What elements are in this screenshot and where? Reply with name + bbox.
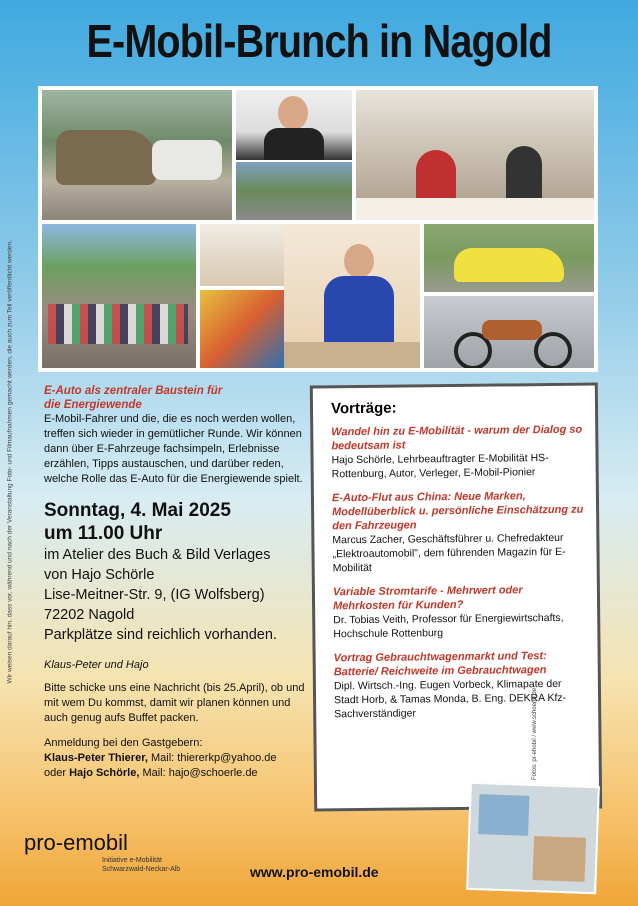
intro-text: E-Mobil-Fahrer und die, die es noch werden wollen, treffen sich wieder in gemütlicher Runde. Wir können dann über E-Fahrzeuge fachsimpeln, Erlebnisse erzählen, Tipps austauschen, und darüber reden, welche Rolle das E-Auto für die Energiewende spielt. xyxy=(44,413,303,485)
photo-paintings xyxy=(200,290,284,368)
intro-heading: E-Auto als zentraler Baustein für die Energiewende xyxy=(44,385,223,411)
photo-yellow-car xyxy=(424,224,594,292)
photo-disclaimer: Wir weisen darauf hin, dass vor, während und nach der Veranstaltung Foto- und Filmaufnahmen gemacht werden, die auch zum Teil veröffentlicht werden. xyxy=(6,240,14,684)
talk-item: Wandel hin zu E-Mobilität - warum der Dialog so bedeutsam ist Hajo Schörle, Lehrbeauftragter E-Mobilität HS-Rottenburg, Autor, Verleger, E-Mobil-Pionier xyxy=(331,423,583,481)
photo-credit: Fotos: pr-ehobil / www.schoerle.de xyxy=(531,687,538,780)
photo-brunch-room xyxy=(356,90,594,220)
hosts-signature: Klaus-Peter und Hajo xyxy=(44,659,149,671)
website-link[interactable]: www.pro-emobil.de xyxy=(250,864,379,880)
talks-panel xyxy=(310,383,602,812)
event-venue: im Atelier des Buch & Bild Verlages von Hajo Schörle Lise-Meitner-Str. 9, (IG Wolfsberg) 72202 Nagold Parkplätze sind reichlich vorhanden. xyxy=(44,547,277,643)
talk-item: Vortrag Gebrauchtwagenmarkt und Test: Batterie/ Reichweite im Gebrauchtwagen Dipl. Wirtsch.-Ing. Eugen Vorbeck, Klimapate der Stadt Horb, & Tamas Monda, B. Eng. DEKRA Kfz-Sachverständiger xyxy=(333,650,567,721)
poster-title: E-Mobil-Brunch in Nagold xyxy=(86,15,552,67)
photo-parking xyxy=(236,162,352,220)
photo-speaker-young xyxy=(236,90,352,160)
talk-item: E-Auto-Flut aus China: Neue Marken, Modellüberblick u. persönliche Einschätzung zu den Fahrzeugen Marcus Zacher, Geschäftsführer u. Chefredakteur „Elektroautomobil", dem führenden Magazin für E-Mobilität xyxy=(331,490,584,575)
registration: Anmeldung bei den Gastgebern: Klaus-Peter Thierer, Mail: thiererkp@yahoo.de oder Hajo Schörle, Mail: hajo@schoerle.de xyxy=(44,736,314,781)
photo-motorbike xyxy=(424,296,594,368)
photo-event-thumb xyxy=(466,782,600,894)
left-column xyxy=(44,384,314,781)
pro-emobil-logo: pro-emobil Initiative e-Mobilität Schwarzwald-Neckar-Alb xyxy=(24,830,181,873)
contact-1: Klaus-Peter Thierer, Mail: thiererkp@yahoo.de xyxy=(44,752,277,764)
photo-vintage-cars xyxy=(42,90,232,220)
photo-collage xyxy=(38,86,598,372)
photo-speaker-hajo xyxy=(284,224,420,368)
talk-item: Variable Stromtarife - Mehrwert oder Mehrkosten für Kunden? Dr. Tobias Veith, Professor für Energiewirtschafts, Hochschule Rottenburg xyxy=(332,584,564,641)
contact-2: oder Hajo Schörle, Mail: hajo@schoerle.de xyxy=(44,767,258,779)
photo-atelier xyxy=(200,224,284,286)
logo-wordmark: pro-emobil xyxy=(24,830,128,855)
rsvp-text: Bitte schicke uns eine Nachricht (bis 25.April), ob und mit wem Du kommst, damit wir planen können und auch genug aufs Buffet packen. xyxy=(44,682,305,724)
talks-heading: Vorträge: xyxy=(330,399,397,418)
event-date: Sonntag, 4. Mai 2025 um 11.00 Uhr xyxy=(44,500,231,544)
photo-group xyxy=(42,224,196,368)
